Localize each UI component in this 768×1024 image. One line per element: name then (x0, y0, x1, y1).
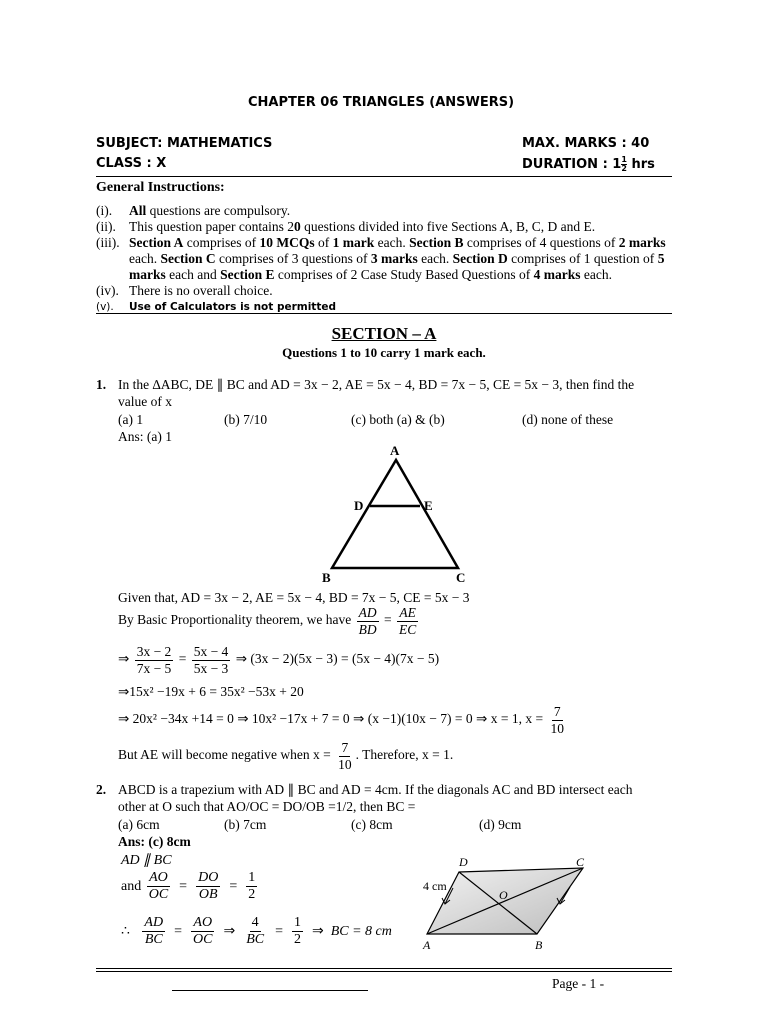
instructions-rule (96, 313, 672, 314)
q1-text-line1: In the ∆ABC, DE ∥ BC and AD = 3x − 2, AE = 5x − 4, BD = 7x − 5, CE = 5x − 3, then find the (118, 377, 635, 392)
instruction-text (129, 267, 612, 283)
vertex-label-b: B (322, 570, 331, 585)
q1-step1-frac1 (135, 644, 174, 676)
vertex-label-b: B (535, 938, 543, 952)
q1-answer: Ans: (a) 1 (118, 429, 172, 444)
q2-text-line1: ABCD is a trapezium with AD ∥ BC and AD = 4cm. If the diagonals AC and BD intersect each (118, 782, 633, 797)
instruction-fragment: 1 mark (332, 235, 375, 250)
q2-frac-ao-oc-2 (191, 915, 214, 948)
length-label-ad: 4 cm (423, 879, 447, 893)
instruction-text (129, 235, 666, 251)
frac-num: AE (399, 605, 416, 620)
q1-option-b: (b) 7/10 (224, 412, 268, 427)
instruction-fragment: All (129, 203, 147, 218)
vertex-label-c: C (456, 570, 466, 585)
q1-given: Given that, AD = 3x − 2, AE = 5x − 4, BD = 7x − 5, CE = 5x − 3 (118, 590, 470, 605)
instruction-fragment: each. (580, 267, 612, 282)
frac-den: BC (246, 932, 265, 948)
instruction-fragment: 3 marks (370, 251, 418, 266)
subject-label: SUBJECT: MATHEMATICS (96, 136, 273, 151)
q2-frac-4-bc (244, 915, 266, 948)
frac-num: AO (147, 870, 170, 887)
instruction-fragment: comprises of 4 questions of (463, 235, 619, 250)
instruction-fragment: Section A (129, 235, 184, 250)
frac-num: 4 (250, 915, 261, 932)
frac-num: 7 (341, 740, 349, 755)
instruction-fragment: marks (129, 267, 166, 282)
q1-step1-rest: ⇒ (3x − 2)(5x − 3) = (5x − 4)(7x − 5) (235, 651, 440, 667)
q1-step1-frac2 (192, 644, 231, 676)
vertex-label-a: A (423, 938, 431, 952)
q1-bpt (118, 605, 420, 637)
q2-sol-line2 (121, 870, 259, 903)
implies-arrow: ⇒ (308, 923, 328, 939)
instruction-fragment: comprises of 3 questions of (215, 251, 371, 266)
frac-den: EC (398, 621, 417, 637)
q2-frac-ao-oc (147, 870, 170, 903)
section-subtitle: Questions 1 to 10 carry 1 mark each. (282, 345, 486, 360)
duration (522, 156, 655, 173)
instruction-text (129, 251, 664, 267)
instruction-fragment: Use of Calculators is not permitted (129, 301, 336, 313)
duration-prefix: DURATION : 1 (522, 157, 622, 172)
q2-trapezium-figure (415, 852, 595, 960)
instruction-fragment: questions are compulsory. (146, 203, 291, 218)
q1-step3-text: ⇒ 20x² −34x +14 = 0 ⇒ 10x² −17x + 7 = 0 ⇒ (x −1)(10x − 7) = 0 ⇒ x = 1, x = (118, 711, 544, 727)
frac-den: 2 (293, 932, 301, 948)
equals-sign: = (225, 878, 241, 894)
q2-option-b: (b) 7cm (224, 817, 267, 832)
q1-conclusion-b: . Therefore, x = 1. (355, 747, 454, 763)
vertex-label-o: O (499, 888, 508, 902)
instruction-fragment: of (314, 235, 333, 250)
header-rule (96, 176, 672, 177)
instruction-fragment: comprises of (183, 235, 260, 250)
instruction-number: (iii). (96, 235, 120, 250)
q1-triangle-figure (310, 440, 480, 590)
instruction-fragment: 10 MCQs (259, 235, 315, 250)
frac-num: DO (196, 870, 220, 887)
instruction-fragment: each. (417, 251, 453, 266)
instruction-fragment: comprises of 1 question of (507, 251, 658, 266)
q2-frac-half (246, 870, 257, 903)
duration-frac-num: 1 (621, 155, 627, 164)
duration-frac-den: 2 (621, 164, 627, 173)
implies-arrow: ⇒ (118, 651, 130, 667)
instruction-number: (i). (96, 203, 113, 218)
instruction-fragment: This question paper contains 2 (129, 219, 294, 234)
frac-den: 2 (248, 887, 256, 903)
q1-bpt-frac1 (357, 605, 379, 637)
q2-option-a: (a) 6cm (118, 817, 160, 832)
frac-num: 5x − 4 (193, 644, 229, 659)
instruction-text (129, 283, 273, 299)
q1-option-c: (c) both (a) & (b) (351, 412, 445, 427)
instruction-fragment: 2 marks (618, 235, 666, 250)
q2-text-line2: other at O such that AO/OC = DO/OB =1/2, then BC = (118, 799, 416, 814)
frac-den: OB (198, 887, 218, 903)
instruction-text (129, 203, 290, 219)
frac-den: 10 (550, 720, 564, 736)
q2-answer: Ans: (c) 8cm (118, 834, 191, 849)
q1-bpt-text: By Basic Proportionality theorem, we have (118, 612, 352, 628)
instruction-fragment: 0 (293, 219, 301, 234)
frac-den: BC (144, 932, 163, 948)
frac-den: 7x − 5 (136, 660, 172, 676)
q1-text-line2: value of x (118, 394, 172, 409)
instruction-fragment: each. (374, 235, 410, 250)
frac-num: 3x − 2 (136, 644, 172, 659)
instruction-text (129, 301, 336, 313)
q2-result: BC = 8 cm (330, 923, 392, 939)
q1-option-a: (a) 1 (118, 412, 144, 427)
frac-den: OC (193, 932, 213, 948)
class-label: CLASS : X (96, 156, 167, 171)
equals-sign: = (271, 923, 287, 939)
vertex-label-e: E (424, 498, 433, 513)
equals-sign: = (178, 651, 187, 667)
instruction-fragment: There is no overall choice. (129, 283, 273, 298)
q1-step1 (118, 644, 439, 676)
q2-frac-do-ob (196, 870, 220, 903)
q1-step3-frac (548, 704, 566, 736)
equals-sign: = (170, 923, 186, 939)
frac-num: AD (358, 605, 377, 620)
instruction-fragment: each. (129, 251, 161, 266)
q1-conclusion-a: But AE will become negative when x = (118, 747, 331, 763)
q2-option-c: (c) 8cm (351, 817, 393, 832)
frac-den: 5x − 3 (193, 660, 229, 676)
instruction-fragment: Section C (160, 251, 216, 266)
equals-sign: = (383, 612, 392, 628)
instruction-fragment: comprises of 2 Case Study Based Questions of (274, 267, 534, 282)
instruction-number: (v). (96, 301, 114, 313)
q1-bpt-frac2 (397, 605, 418, 637)
frac-num: AD (142, 915, 165, 932)
duration-suffix: hrs (626, 157, 655, 172)
q1-conclusion (118, 740, 453, 772)
instruction-fragment: questions divided into five Sections A, B, C, D and E. (300, 219, 596, 234)
footer-rule-2 (96, 971, 672, 972)
therefore-symbol: ∴ (121, 923, 130, 939)
triangle-abc (332, 460, 458, 568)
instruction-fragment: Section B (409, 235, 464, 250)
q1-step3 (118, 704, 568, 736)
q1-option-d: (d) none of these (522, 412, 614, 427)
frac-num: 7 (553, 704, 561, 719)
vertex-label-d: D (354, 498, 364, 513)
instruction-fragment: Section E (220, 267, 275, 282)
vertex-label-d: D (459, 855, 468, 869)
instruction-number: (iv). (96, 283, 119, 298)
q1-number: 1. (96, 377, 107, 392)
q2-sol-line1: AD ∥ BC (121, 853, 172, 868)
frac-den: 10 (338, 756, 352, 772)
frac-den: BD (358, 621, 377, 637)
section-title: SECTION – A (331, 324, 437, 343)
instructions-heading: General Instructions: (96, 180, 225, 195)
implies-arrow: ⇒ (219, 923, 239, 939)
instruction-fragment: Section D (452, 251, 508, 266)
q2-option-d: (d) 9cm (479, 817, 522, 832)
frac-num: 1 (292, 915, 303, 932)
footer-rule-1 (96, 968, 672, 969)
q1-conclusion-frac (336, 740, 354, 772)
instruction-fragment: 4 marks (533, 267, 581, 282)
page-number: Page - 1 - (552, 976, 605, 991)
vertex-label-c: C (576, 855, 585, 869)
equals-sign: = (175, 878, 191, 894)
q2-sol-line3 (121, 915, 392, 948)
instruction-fragment: each and (165, 267, 221, 282)
instruction-number: (ii). (96, 219, 116, 234)
q2-frac-ad-bc (142, 915, 165, 948)
q2-number: 2. (96, 782, 107, 797)
page-title: CHAPTER 06 TRIANGLES (ANSWERS) (248, 95, 515, 110)
frac-num: 1 (246, 870, 257, 887)
q1-step2: ⇒15x² −19x + 6 = 35x² −53x + 20 (118, 684, 304, 699)
instruction-text (129, 219, 595, 235)
frac-num: AO (191, 915, 214, 932)
max-marks: MAX. MARKS : 40 (522, 136, 650, 151)
frac-den: OC (148, 887, 169, 903)
and-word: and (121, 878, 142, 894)
footer-signature-line (172, 990, 368, 991)
instruction-fragment: 5 (657, 251, 665, 266)
vertex-label-a: A (390, 443, 400, 458)
q2-frac-half-2 (292, 915, 303, 948)
